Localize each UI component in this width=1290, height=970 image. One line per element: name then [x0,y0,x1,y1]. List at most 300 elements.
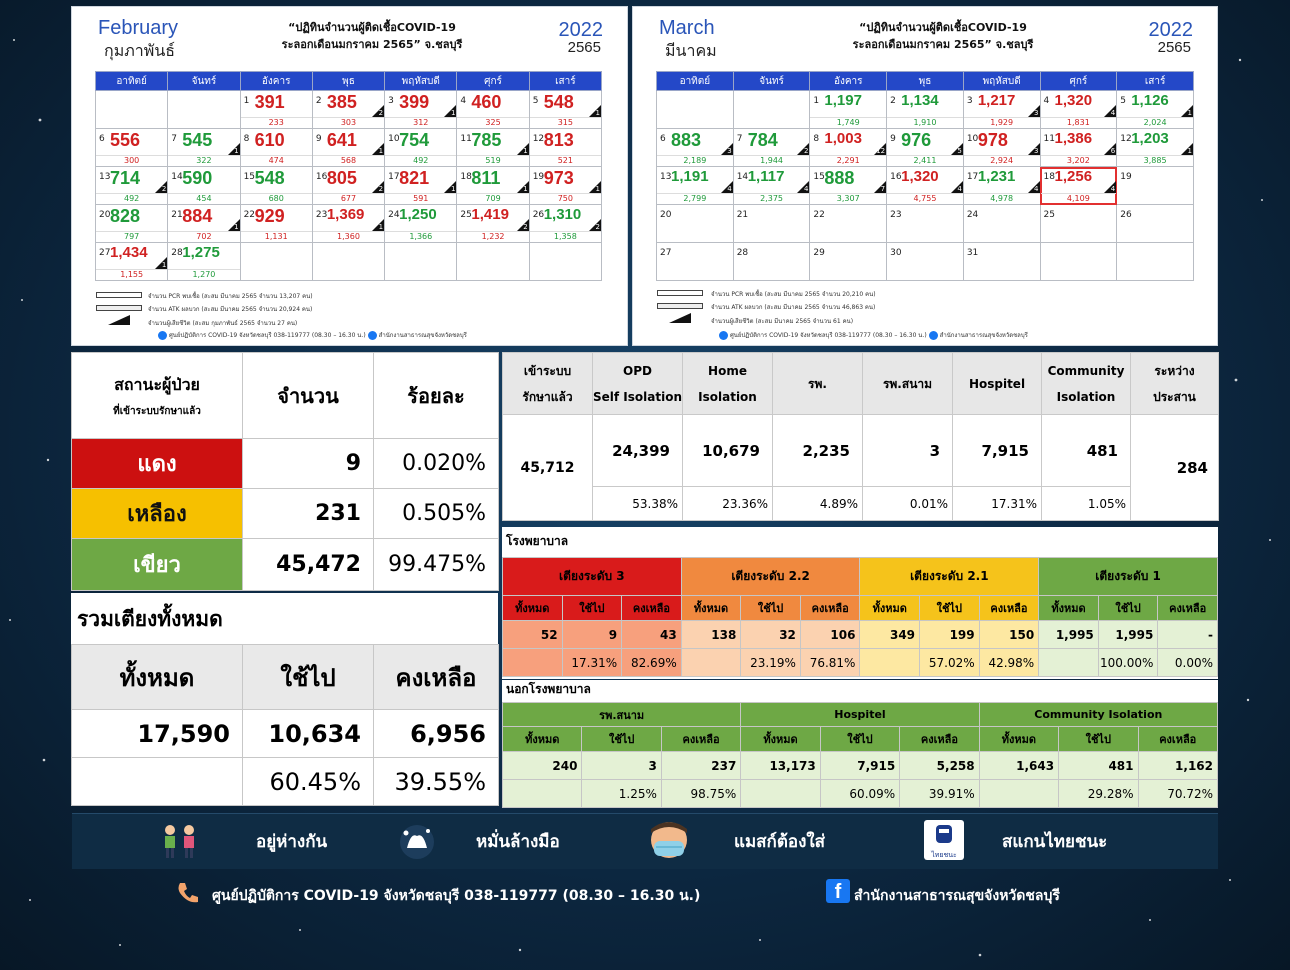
pcr-cases-value: 1,003 [824,130,862,147]
hospital-group-header: เตียงระดับ 1 [1039,558,1218,596]
phone-icon [719,331,728,340]
outside-blank-cell [503,780,582,808]
hospital-group-row [503,558,1218,596]
atk-cases-value: 1,270 [168,269,239,280]
calendar-day-cell [385,91,457,129]
calendar-footer-contact: ศูนย์ปฏิบัติการ COVID-19 จังหวัดชลบุรี 038-119777 (08.30 – 16.30 น.) [730,332,927,339]
treatment-table [502,352,1219,521]
pcr-cases-value: 929 [254,206,285,226]
atk-cases-value: 474 [241,155,312,166]
weekday-header: เสาร์ [1117,72,1194,91]
hospital-subheader: ใช้ไป [1098,596,1158,621]
calendar-day-cell [96,167,168,205]
weekday-header: เสาร์ [529,72,601,91]
calendar-footer-facebook: สำนักงานสาธารณสุขจังหวัดชลบุรี [378,332,467,339]
calendar-day-cell [1040,91,1117,129]
calendar-day-cell [168,243,240,281]
treatment-header-line: ระหว่าง [1154,363,1195,378]
hospital-used-percent: 57.02% [920,649,980,677]
total-beds-table [71,644,499,806]
day-number: 10 [388,134,400,144]
calendar-day-cell [529,167,601,205]
treatment-header-line: รักษาแล้ว [522,389,573,404]
patient-status-table [71,352,499,591]
hospital-subheader-row [503,596,1218,621]
day-number: 8 [813,134,820,144]
banner-distance-text: อยู่ห่างกัน [256,832,328,852]
atk-cases-value: 1,131 [241,231,312,242]
atk-cases-value: 2,291 [810,155,886,166]
treatment-header [593,353,683,415]
year-english: 2022 [558,19,603,41]
pcr-cases-value: 1,419 [471,206,509,223]
calendar-day-cell [457,167,529,205]
outside-used-value: 481 [1059,752,1138,780]
calendar-day-cell [385,205,457,243]
pcr-cases-value: 590 [182,168,213,188]
day-number: 18 [460,172,472,182]
calendar-day-cell [457,243,529,281]
pcr-cases-value: 1,217 [977,92,1016,109]
atk-cases-value: 1,360 [313,231,384,242]
calendar-day-cell [168,129,240,167]
calendar-day-cell [312,91,384,129]
pcr-cases-value: 785 [471,130,502,150]
hospital-title: โรงพยาบาล [506,534,569,548]
atk-cases-value: 492 [385,155,456,166]
death-count: 7 [880,185,886,193]
treatment-header-line: Isolation [698,389,757,404]
atk-cases-value: 2,411 [887,155,963,166]
calendar-day-cell [240,167,312,205]
calendar-day-cell [168,91,240,129]
calendar-week-row [96,243,602,281]
weekday-header: ศุกร์ [457,72,529,91]
pcr-cases-value: 976 [901,130,932,150]
atk-cases-value: 325 [457,117,528,128]
calendar-day-cell [887,243,964,281]
beds-total-header: ทั้งหมด [72,645,243,710]
facebook-icon: f [826,879,850,903]
year-thai: 2565 [567,39,601,56]
calendar-day-cell [96,91,168,129]
pcr-cases-value: 641 [326,130,357,150]
outside-subheader: คงเหลือ [1138,727,1218,752]
legend-atk-swatch [657,303,703,309]
hospital-used-percent: 17.31% [562,649,622,677]
treatment-hospital-value: 2,235 [773,415,863,487]
calendar-title-line2: ระลอกเดือนมกราคม 2565” จ.ชลบุรี [281,38,463,51]
day-number: 9 [890,134,896,144]
treatment-field-hospital-percent: 0.01% [863,487,953,521]
pcr-cases-value: 821 [399,168,430,188]
pcr-cases-value: 1,434 [110,244,148,261]
treatment-header-line: Community [1047,363,1125,378]
calendar-day-cell [457,205,529,243]
death-count: 6 [1110,147,1116,155]
calendar-week-row [657,205,1194,243]
hospital-left-percent: 82.69% [622,649,682,677]
death-count: 2 [161,185,167,193]
calendar-day-cell [312,167,384,205]
pcr-cases-value: 1,134 [901,92,939,109]
beds-used-percent: 60.45% [243,758,374,806]
total-beds-panel [71,593,498,806]
hospital-blank-cell [1039,649,1099,677]
day-number: 23 [315,210,328,220]
atk-cases-value: 4,755 [887,193,963,204]
treatment-header-row [503,353,1219,415]
calendar-day-cell [963,91,1040,129]
phone-icon [174,880,200,906]
hospital-percent-row [503,649,1218,677]
atk-cases-value: 300 [96,155,167,166]
hospital-subheader: คงเหลือ [800,596,860,621]
day-number: 4 [1043,96,1050,106]
day-number: 31 [966,248,979,258]
banner-mask-text: แมสก์ต้องใส่ [734,832,826,852]
hospital-left-value: - [1158,621,1218,649]
day-number: 23 [890,210,902,220]
legend-death-triangle [669,313,691,323]
legend-atk: จำนวน ATK ผลบวก (สะสม มีนาคม 2565 จำนวน 20,924 คน) [148,306,313,313]
atk-cases-value: 2,189 [657,155,733,166]
outside-subheader: ใช้ไป [820,727,899,752]
atk-cases-value: 702 [168,231,239,242]
atk-cases-value: 315 [530,117,601,128]
march-calendar [632,6,1218,346]
atk-cases-value: 2,799 [657,193,733,204]
calendar-footer-contact: ศูนย์ปฏิบัติการ COVID-19 จังหวัดชลบุรี 038-119777 (08.30 – 16.30 น.) [169,332,366,339]
death-count: 4 [1110,109,1116,117]
pcr-cases-value: 548 [543,92,574,112]
atk-cases-value: 2,924 [964,155,1040,166]
calendar-day-cell [529,243,601,281]
calendar-footer [156,330,467,340]
hospital-left-value: 106 [800,621,860,649]
day-number: 25 [460,210,472,220]
pcr-cases-value: 1,256 [1054,168,1093,185]
outside-group-row [503,703,1218,727]
death-count: 1 [234,223,239,231]
calendar-grid [95,71,602,281]
treatment-header-line: Self Isolation [593,389,682,404]
phone-icon [158,331,167,340]
hospital-blank-cell [860,649,920,677]
calendar-day-cell [1040,129,1117,167]
calendar-header [633,7,1217,73]
year-english: 2022 [1148,19,1193,41]
patient-status-panel [71,352,498,590]
pcr-cases-value: 399 [399,92,430,112]
calendar-grid [656,71,1194,281]
legend-pcr-swatch [657,290,703,296]
calendar-day-cell [312,243,384,281]
calendar-title-line2: ระลอกเดือนมกราคม 2565” จ.ชลบุรี [852,38,1034,51]
day-number: 17 [388,172,400,182]
beds-left-header: คงเหลือ [374,645,499,710]
death-count: 3 [1034,147,1039,155]
day-number: 11 [460,134,472,144]
status-header: สถานะผู้ป่วย [114,374,200,394]
pcr-cases-value: 1,320 [1054,92,1093,109]
death-count: 2 [378,109,384,117]
day-number: 11 [1043,134,1055,144]
month-name-thai: มีนาคม [665,41,717,60]
outside-subheader: ทั้งหมด [979,727,1058,752]
atk-cases-value: 3,885 [1117,155,1193,166]
count-header: จำนวน [243,353,374,439]
treatment-header [1042,353,1131,415]
calendar-day-cell [240,91,312,129]
weekday-header: จันทร์ [733,72,810,91]
calendar-week-row [96,167,602,205]
atk-cases-value: 3,307 [810,193,886,204]
treatment-opd-percent: 53.38% [593,487,683,521]
calendar-day-cell [1040,243,1117,281]
status-yellow-count: 231 [243,489,374,539]
day-number: 3 [388,96,394,106]
treatment-home-percent: 23.36% [683,487,773,521]
pcr-cases-value: 978 [977,130,1008,150]
contact-bar [180,882,1120,908]
outside-subheader: คงเหลือ [661,727,740,752]
day-number: 14 [171,172,183,182]
pcr-cases-value: 754 [399,130,430,150]
outside-used-value: 3 [582,752,661,780]
hospital-used-percent: 100.00% [1098,649,1158,677]
calendar-week-row [96,91,602,129]
outside-total-value: 240 [503,752,582,780]
calendar-day-cell [457,129,529,167]
beds-used-header: ใช้ไป [243,645,374,710]
atk-cases-value: 1,944 [734,155,810,166]
hospital-subheader: คงเหลือ [1158,596,1218,621]
day-number: 14 [736,172,749,182]
hospital-used-value: 9 [562,621,622,649]
beds-left-value: 6,956 [374,710,499,758]
day-number: 17 [966,172,979,182]
calendar-day-cell [963,129,1040,167]
atk-cases-value: 1,366 [385,231,456,242]
hospital-blank-cell [503,649,563,677]
calendar-day-cell [385,167,457,205]
day-number: 24 [966,210,979,220]
treatment-pending: 284 [1131,415,1219,521]
death-count: 2 [803,147,809,155]
treatment-header-line: เข้าระบบ [523,363,572,378]
outside-subheader: ทั้งหมด [503,727,582,752]
atk-cases-value: 677 [313,193,384,204]
month-name-english: February [98,17,179,39]
calendar-day-cell [240,243,312,281]
calendar-week-row [657,167,1194,205]
outside-left-value: 1,162 [1138,752,1218,780]
weekday-header: พุธ [312,72,384,91]
pcr-cases-value: 1,197 [824,92,862,109]
status-green-label: เขียว [72,539,243,591]
day-number: 29 [813,248,825,258]
status-green-percent: 99.475% [374,539,499,591]
beds-total-value: 17,590 [72,710,243,758]
thaichana-logo-text: ไทยชนะ [931,851,957,859]
hospital-subheader: ทั้งหมด [1039,596,1099,621]
legend-pcr: จำนวน PCR พบเชื้อ (สะสม มีนาคม 2565 จำนวน 20,210 คน) [711,291,876,298]
treatment-header [953,353,1042,415]
calendar-footer [717,330,1028,340]
pcr-cases-value: 828 [110,206,141,226]
outside-subheader: ใช้ไป [582,727,661,752]
legend-pcr-swatch [96,292,142,298]
calendar-day-cell [733,91,810,129]
hospital-left-value: 43 [622,621,682,649]
hospital-left-percent: 76.81% [800,649,860,677]
atk-cases-value: 322 [168,155,239,166]
calendar-day-cell [96,205,168,243]
legend-atk-swatch [96,305,142,311]
pcr-cases-value: 813 [543,130,574,150]
hospital-subheader: คงเหลือ [622,596,682,621]
death-count: 4 [727,185,732,193]
pcr-cases-value: 1,203 [1131,130,1169,147]
hospital-beds-table [502,557,1218,677]
treatment-header-line: รพ.สนาม [882,376,933,391]
day-number: 13 [99,172,111,182]
calendar-day-cell [1117,243,1194,281]
hospital-beds-panel [502,527,1218,679]
pcr-cases-value: 610 [254,130,285,150]
atk-cases-value: 1,358 [530,231,601,242]
outside-left-value: 5,258 [900,752,979,780]
atk-cases-value: 2,375 [734,193,810,204]
calendar-day-cell [1040,205,1117,243]
facebook-page-text[interactable]: สำนักงานสาธารณสุขจังหวัดชลบุรี [854,888,1060,904]
death-count: 1 [450,185,456,193]
day-number: 27 [660,248,672,258]
atk-cases-value: 709 [457,193,528,204]
pcr-cases-value: 1,369 [326,206,365,223]
day-number: 7 [171,134,178,144]
pcr-cases-value: 1,275 [182,244,220,261]
pcr-cases-value: 883 [671,130,702,150]
calendar-day-cell [1117,129,1194,167]
calendar-day-cell [529,91,601,129]
day-number: 19 [532,172,545,182]
facebook-icon [368,331,377,340]
atk-cases-value: 3,202 [1041,155,1117,166]
day-number: 21 [736,210,749,220]
treatment-hospitel-percent: 17.31% [953,487,1042,521]
pcr-cases-value: 1,310 [543,206,582,223]
calendar-day-cell [312,205,384,243]
weekday-header: ศุกร์ [1040,72,1117,91]
treatment-header-line: Hospitel [968,376,1026,391]
status-header-cell [72,353,243,439]
pcr-cases-value: 1,320 [901,168,939,185]
calendar-day-cell [733,243,810,281]
death-count: 4 [957,185,962,193]
death-count: 1 [161,261,167,269]
calendar-header [72,7,627,73]
weekday-header: จันทร์ [168,72,240,91]
year-thai: 2565 [1157,39,1191,56]
treatment-home-value: 10,679 [683,415,773,487]
day-number: 19 [1120,172,1132,182]
legend-death: จำนวนผู้เสียชีวิต (สะสม กุมภาพันธ์ 2565 จำนวน 27 คน) [148,320,298,327]
hospital-left-percent: 0.00% [1158,649,1218,677]
month-name-english: March [659,17,715,39]
february-calendar [71,6,628,346]
treatment-total: 45,712 [503,415,593,521]
day-number: 26 [1120,210,1132,220]
treatment-header [773,353,863,415]
calendar-day-cell [733,167,810,205]
calendar-day-cell [810,167,887,205]
legend-death-triangle [108,315,130,325]
atk-cases-value: 4,978 [964,193,1040,204]
day-number: 9 [315,134,322,144]
calendar-day-cell [887,91,964,129]
calendar-day-cell [529,205,601,243]
weekday-header: พุธ [887,72,964,91]
treatment-header [503,353,593,415]
atk-cases-value: 4,109 [1041,193,1117,204]
banner-wash-text: หมั่นล้างมือ [476,832,560,852]
calendar-day-cell [96,243,168,281]
treatment-hospital-percent: 4.89% [773,487,863,521]
atk-cases-value: 521 [530,155,601,166]
hospital-subheader: ทั้งหมด [503,596,563,621]
treatment-header [863,353,953,415]
pcr-cases-value: 714 [110,168,141,188]
calendar-day-cell [963,205,1040,243]
death-count: 1 [1187,109,1192,117]
weekday-header: อาทิตย์ [657,72,734,91]
thaichana-icon [924,820,964,850]
outside-total-value: 1,643 [979,752,1058,780]
day-number: 20 [660,210,672,220]
beds-total-blank [72,758,243,806]
outside-left-percent: 70.72% [1138,780,1218,808]
death-count: 1 [523,147,528,155]
calendar-footer-facebook: สำนักงานสาธารณสุขจังหวัดชลบุรี [939,332,1028,339]
day-number: 6 [99,134,105,144]
death-count: 1 [523,185,528,193]
day-number: 12 [532,134,545,144]
atk-cases-value: 750 [530,193,601,204]
death-count: 2 [595,223,600,231]
outside-used-percent: 1.25% [582,780,661,808]
banner-scan-text: สแกนไทยชนะ [1002,832,1108,852]
hospital-left-value: 150 [979,621,1039,649]
treatment-hospitel-value: 7,915 [953,415,1042,487]
death-count: 3 [1034,109,1039,117]
day-number: 28 [736,248,749,258]
status-green-count: 45,472 [243,539,374,591]
status-yellow-label: เหลือง [72,489,243,539]
treatment-header-line: ประสาน [1153,389,1196,404]
calendar-day-cell [887,129,964,167]
atk-cases-value: 680 [241,193,312,204]
hospital-group-header: เตียงระดับ 2.2 [681,558,860,596]
calendar-day-cell [887,205,964,243]
weekday-header: พฤหัสบดี [963,72,1040,91]
calendar-day-cell [385,129,457,167]
outside-used-percent: 29.28% [1059,780,1138,808]
outside-left-percent: 98.75% [661,780,740,808]
calendar-day-cell [657,167,734,205]
outside-subheader: ทั้งหมด [741,727,820,752]
